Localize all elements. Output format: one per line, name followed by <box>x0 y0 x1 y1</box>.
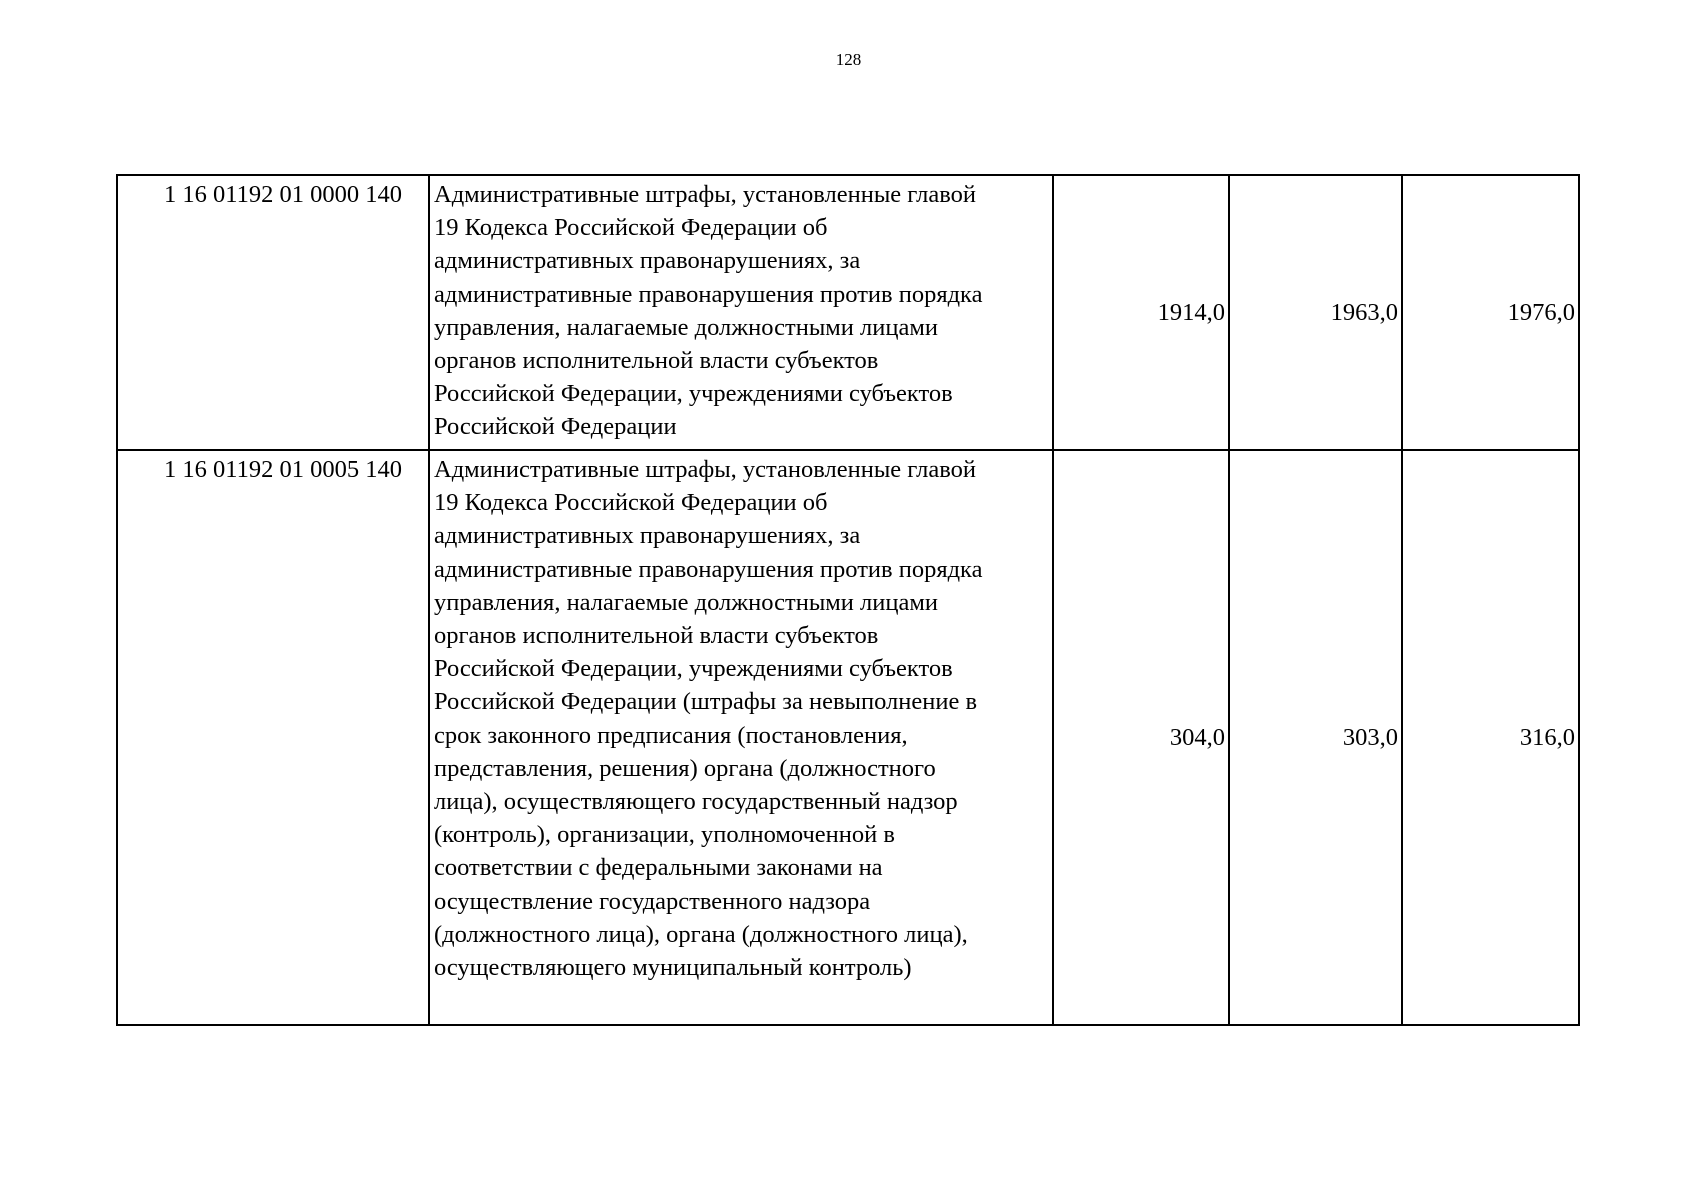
description-line: представления, решения) органа (должностного <box>434 754 936 782</box>
description-line: осуществление государственного надзора <box>434 887 871 915</box>
description-line: 19 Кодекса Российской Федерации об <box>434 489 828 517</box>
description-line: Российской Федерации (штрафы за невыполнение в <box>434 688 978 716</box>
description-line: административные правонарушения против порядка <box>434 280 983 308</box>
amount-cell-1: 304,0 <box>1053 450 1229 1025</box>
description-line: Административные штрафы, установленные главой <box>434 456 976 483</box>
description-line: лица), осуществляющего государственный надзор <box>434 788 958 816</box>
description-line: Российской Федерации <box>434 413 677 441</box>
table-row <box>117 175 1579 450</box>
description-line: Административные штрафы, установленные главой <box>434 181 976 208</box>
description-line: управления, налагаемые должностными лицами <box>434 313 938 341</box>
budget-code-cell: 1 16 01192 01 0000 140 <box>117 175 429 450</box>
description-line: управления, налагаемые должностными лицами <box>434 588 938 616</box>
description-line: (должностного лица), органа (должностного лица), <box>434 920 968 948</box>
table-row <box>117 450 1579 1025</box>
description-line: соответствии с федеральными законами на <box>434 854 883 882</box>
description-cell <box>429 450 1053 1025</box>
amount-cell-2: 303,0 <box>1229 450 1402 1025</box>
description-line: осуществляющего муниципальный контроль) <box>434 954 912 982</box>
description-line: административных правонарушениях, за <box>434 247 861 275</box>
amount-cell-2: 1963,0 <box>1229 175 1402 450</box>
description-line: административные правонарушения против порядка <box>434 555 983 583</box>
amount-cell-3: 1976,0 <box>1402 175 1579 450</box>
description-line: (контроль), организации, уполномоченной в <box>434 821 895 849</box>
description-line: 19 Кодекса Российской Федерации об <box>434 214 828 242</box>
description-line: Российской Федерации, учреждениями субъектов <box>434 655 953 683</box>
budget-revenue-table <box>116 174 1580 1026</box>
description-line: административных правонарушениях, за <box>434 522 861 550</box>
description-line: органов исполнительной власти субъектов <box>434 622 879 650</box>
description-line: органов исполнительной власти субъектов <box>434 347 879 375</box>
page-number: 128 <box>835 50 862 69</box>
description-line: Российской Федерации, учреждениями субъектов <box>434 380 953 408</box>
description-line: срок законного предписания (постановления, <box>434 721 908 749</box>
amount-cell-3: 316,0 <box>1402 450 1579 1025</box>
description-cell <box>429 175 1053 450</box>
amount-cell-1: 1914,0 <box>1053 175 1229 450</box>
budget-code-cell: 1 16 01192 01 0005 140 <box>117 450 429 1025</box>
